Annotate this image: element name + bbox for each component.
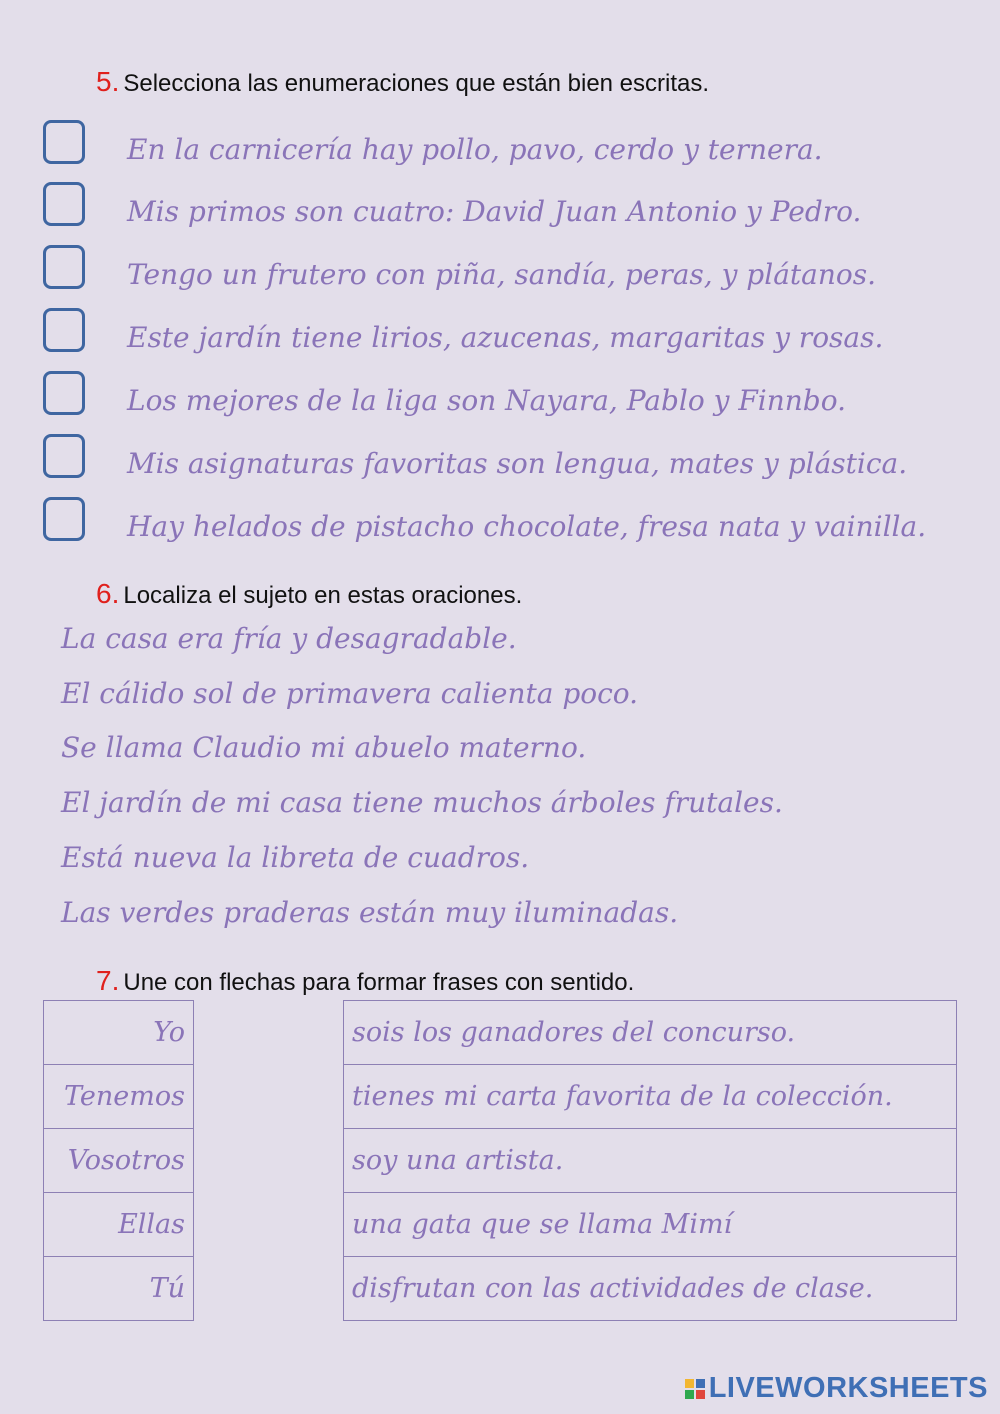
exercise-5-heading (96, 66, 709, 98)
exercise-7-title: Une con flechas para formar frases con sentido. (123, 969, 635, 996)
logo-icon (685, 1379, 705, 1399)
subject-cell[interactable] (44, 1001, 194, 1065)
exercise-7-number: 7. (96, 965, 120, 996)
exercise-6-heading (96, 578, 522, 610)
exercise-6-number: 6. (96, 578, 120, 609)
subject-cell[interactable] (44, 1065, 194, 1129)
exercise-5-number: 5. (96, 66, 120, 97)
checkbox-6[interactable] (43, 434, 85, 478)
predicate-text: sois los ganadores del concurso. (352, 1017, 796, 1048)
sentence-6[interactable]: Las verdes praderas están muy iluminadas. (61, 896, 679, 929)
predicate-text: soy una artista. (352, 1145, 564, 1176)
checkbox-5[interactable] (43, 371, 85, 415)
enumeration-2: Mis primos son cuatro: David Juan Antonio y Pedro. (127, 195, 862, 228)
subject-text: Tenemos (64, 1081, 185, 1112)
predicate-cell[interactable] (344, 1001, 957, 1065)
enumeration-5: Los mejores de la liga son Nayara, Pablo y Finnbo. (127, 384, 846, 417)
liveworksheets-logo (685, 1372, 988, 1405)
sentence-1[interactable]: La casa era fría y desagradable. (61, 622, 517, 655)
logo-text: LIVEWORKSHEETS (708, 1372, 988, 1404)
checkbox-2[interactable] (43, 182, 85, 226)
exercise-6-title: Localiza el sujeto en estas oraciones. (123, 582, 523, 609)
predicates-table (343, 1000, 957, 1321)
subjects-table (43, 1000, 194, 1321)
subject-text: Ellas (118, 1209, 185, 1240)
predicate-cell[interactable] (344, 1065, 957, 1129)
predicate-cell[interactable] (344, 1193, 957, 1257)
checkbox-4[interactable] (43, 308, 85, 352)
subject-cell[interactable] (44, 1193, 194, 1257)
sentence-3[interactable]: Se llama Claudio mi abuelo materno. (61, 731, 587, 764)
subject-cell[interactable] (44, 1257, 194, 1321)
subject-text: Vosotros (67, 1145, 185, 1176)
enumeration-6: Mis asignaturas favoritas son lengua, mates y plástica. (127, 447, 908, 480)
enumeration-4: Este jardín tiene lirios, azucenas, margaritas y rosas. (127, 321, 884, 354)
checkbox-1[interactable] (43, 120, 85, 164)
predicate-text: una gata que se llama Mimí (352, 1209, 733, 1240)
exercise-5-title: Selecciona las enumeraciones que están bien escritas. (123, 70, 710, 97)
subject-cell[interactable] (44, 1129, 194, 1193)
predicate-text: disfrutan con las actividades de clase. (352, 1273, 874, 1304)
predicate-cell[interactable] (344, 1129, 957, 1193)
sentence-4[interactable]: El jardín de mi casa tiene muchos árboles frutales. (61, 786, 783, 819)
checkbox-3[interactable] (43, 245, 85, 289)
enumeration-7: Hay helados de pistacho chocolate, fresa nata y vainilla. (127, 510, 927, 543)
enumeration-1: En la carnicería hay pollo, pavo, cerdo y ternera. (127, 133, 823, 166)
sentence-5[interactable]: Está nueva la libreta de cuadros. (61, 841, 530, 874)
exercise-7-heading (96, 965, 634, 997)
subject-text: Yo (153, 1017, 185, 1048)
predicate-cell[interactable] (344, 1257, 957, 1321)
checkbox-7[interactable] (43, 497, 85, 541)
subject-text: Tú (149, 1273, 185, 1304)
sentence-2[interactable]: El cálido sol de primavera calienta poco. (61, 677, 639, 710)
predicate-text: tienes mi carta favorita de la colección. (352, 1081, 893, 1112)
enumeration-3: Tengo un frutero con piña, sandía, peras, y plátanos. (127, 258, 876, 291)
